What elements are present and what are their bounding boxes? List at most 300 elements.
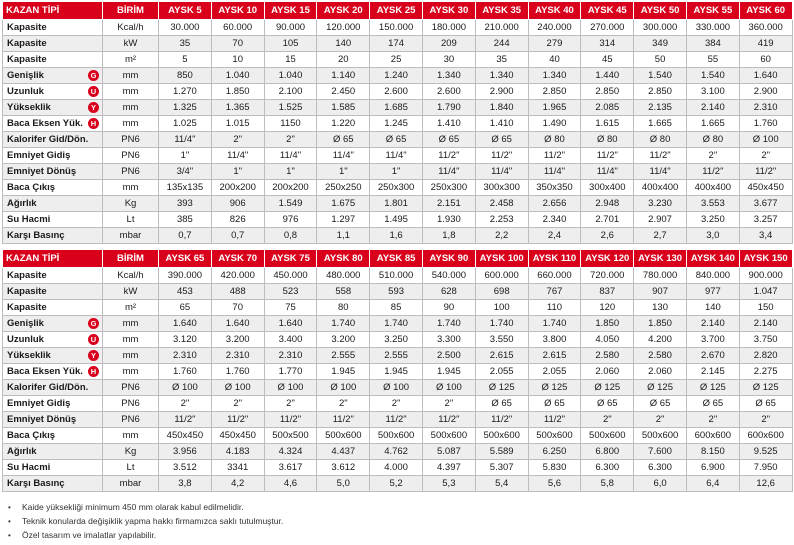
value-cell: Ø 125 bbox=[739, 380, 792, 396]
value-cell: 1.340 bbox=[528, 68, 581, 84]
value-cell: 2.055 bbox=[528, 364, 581, 380]
value-cell: 11/2" bbox=[264, 412, 317, 428]
value-cell: 10 bbox=[211, 52, 264, 68]
value-cell: 1.325 bbox=[159, 100, 212, 116]
value-cell: 2.340 bbox=[528, 212, 581, 228]
value-cell: 1.945 bbox=[317, 364, 370, 380]
value-cell: 976 bbox=[264, 212, 317, 228]
bullet-icon: • bbox=[8, 531, 11, 540]
row-label-cell bbox=[3, 228, 103, 244]
row-label-cell bbox=[3, 84, 103, 100]
value-cell: 400x400 bbox=[686, 180, 739, 196]
row-label: Uzunluk bbox=[7, 86, 44, 97]
value-cell: 3.200 bbox=[317, 332, 370, 348]
value-cell: 174 bbox=[370, 36, 423, 52]
value-cell: 500x600 bbox=[581, 428, 634, 444]
value-cell: 1.740 bbox=[475, 316, 528, 332]
value-cell: 2" bbox=[211, 132, 264, 148]
row-label-cell bbox=[3, 148, 103, 164]
table-row bbox=[3, 460, 793, 476]
value-cell: 11/4" bbox=[581, 164, 634, 180]
table-row bbox=[3, 180, 793, 196]
header-model-cell: AYSK 60 bbox=[739, 2, 792, 20]
value-cell: 1,8 bbox=[422, 228, 475, 244]
value-cell: 5.589 bbox=[475, 444, 528, 460]
value-cell: 1.640 bbox=[739, 68, 792, 84]
header-model-cell: AYSK 90 bbox=[422, 250, 475, 268]
value-cell: 2.701 bbox=[581, 212, 634, 228]
header-unit-label: BİRİM bbox=[103, 2, 159, 20]
value-cell: 3.120 bbox=[159, 332, 212, 348]
header-model-cell: AYSK 70 bbox=[211, 250, 264, 268]
row-label: Kalorifer Gid/Dön. bbox=[7, 134, 89, 145]
value-cell: 1.340 bbox=[475, 68, 528, 84]
value-cell: 1.015 bbox=[211, 116, 264, 132]
table-row bbox=[3, 228, 793, 244]
value-cell: 2.907 bbox=[634, 212, 687, 228]
row-label: Baca Çıkış bbox=[7, 182, 56, 193]
table-row bbox=[3, 428, 793, 444]
value-cell: 1.495 bbox=[370, 212, 423, 228]
value-cell: 2" bbox=[264, 132, 317, 148]
value-cell: 1.245 bbox=[370, 116, 423, 132]
value-cell: Ø 125 bbox=[528, 380, 581, 396]
value-cell: 2.900 bbox=[739, 84, 792, 100]
value-cell: 2,6 bbox=[581, 228, 634, 244]
value-cell: 200x200 bbox=[211, 180, 264, 196]
header-model-cell: AYSK 150 bbox=[739, 250, 792, 268]
value-cell: 1" bbox=[370, 164, 423, 180]
value-cell: 279 bbox=[528, 36, 581, 52]
row-unit-cell: PN6 bbox=[103, 396, 159, 412]
value-cell: 2.820 bbox=[739, 348, 792, 364]
value-cell: 3.400 bbox=[264, 332, 317, 348]
row-label-cell bbox=[3, 180, 103, 196]
value-cell: 2.100 bbox=[264, 84, 317, 100]
value-cell: 593 bbox=[370, 284, 423, 300]
value-cell: 1" bbox=[211, 164, 264, 180]
value-cell: 270.000 bbox=[581, 20, 634, 36]
row-unit-cell: Kg bbox=[103, 444, 159, 460]
value-cell: 3.800 bbox=[528, 332, 581, 348]
header-model-cell: AYSK 30 bbox=[422, 2, 475, 20]
row-unit-cell: mm bbox=[103, 84, 159, 100]
row-label-cell bbox=[3, 316, 103, 332]
value-cell: 3.700 bbox=[686, 332, 739, 348]
row-label-cell bbox=[3, 212, 103, 228]
value-cell: 3.677 bbox=[739, 196, 792, 212]
spec-table-2 bbox=[2, 249, 793, 492]
row-label-cell bbox=[3, 348, 103, 364]
row-unit-cell: mm bbox=[103, 332, 159, 348]
value-cell: Ø 100 bbox=[370, 380, 423, 396]
value-cell: 2.900 bbox=[475, 84, 528, 100]
value-cell: 11/2" bbox=[528, 412, 581, 428]
value-cell: 12,6 bbox=[739, 476, 792, 492]
row-unit-cell: mm bbox=[103, 348, 159, 364]
value-cell: 9.525 bbox=[739, 444, 792, 460]
value-cell: 384 bbox=[686, 36, 739, 52]
row-unit-cell: m² bbox=[103, 52, 159, 68]
value-cell: 2.085 bbox=[581, 100, 634, 116]
value-cell: Ø 80 bbox=[528, 132, 581, 148]
table-header-row bbox=[3, 2, 793, 20]
value-cell: 11/2" bbox=[317, 412, 370, 428]
value-cell: 11/4" bbox=[317, 148, 370, 164]
value-cell: 300x300 bbox=[475, 180, 528, 196]
value-cell: 2,2 bbox=[475, 228, 528, 244]
value-cell: 5,2 bbox=[370, 476, 423, 492]
dimension-badge-icon: G bbox=[88, 70, 99, 81]
value-cell: 1.297 bbox=[317, 212, 370, 228]
value-cell: 2,4 bbox=[528, 228, 581, 244]
value-cell: 80 bbox=[317, 300, 370, 316]
value-cell: 40 bbox=[528, 52, 581, 68]
row-unit-cell: mm bbox=[103, 180, 159, 196]
value-cell: 826 bbox=[211, 212, 264, 228]
value-cell: 1.270 bbox=[159, 84, 212, 100]
value-cell: Ø 80 bbox=[686, 132, 739, 148]
value-cell: 6.800 bbox=[581, 444, 634, 460]
value-cell: 1.365 bbox=[211, 100, 264, 116]
value-cell: 300.000 bbox=[634, 20, 687, 36]
row-label-cell bbox=[3, 300, 103, 316]
value-cell: 3.612 bbox=[317, 460, 370, 476]
value-cell: 90 bbox=[422, 300, 475, 316]
value-cell: Ø 100 bbox=[159, 380, 212, 396]
row-label-cell bbox=[3, 36, 103, 52]
value-cell: 1.665 bbox=[686, 116, 739, 132]
row-label: Baca Eksen Yük. bbox=[7, 366, 83, 377]
value-cell: 450.000 bbox=[264, 268, 317, 284]
value-cell: 330.000 bbox=[686, 20, 739, 36]
value-cell: 5,4 bbox=[475, 476, 528, 492]
value-cell: 0,8 bbox=[264, 228, 317, 244]
value-cell: 6,0 bbox=[634, 476, 687, 492]
value-cell: 2.055 bbox=[475, 364, 528, 380]
row-label-cell bbox=[3, 268, 103, 284]
value-cell: 1.040 bbox=[264, 68, 317, 84]
value-cell: 11/2" bbox=[422, 148, 475, 164]
value-cell: 11/2" bbox=[475, 148, 528, 164]
value-cell: Ø 100 bbox=[264, 380, 317, 396]
value-cell: 600.000 bbox=[475, 268, 528, 284]
value-cell: 200x200 bbox=[264, 180, 317, 196]
row-label: Kapasite bbox=[7, 270, 47, 281]
value-cell: 837 bbox=[581, 284, 634, 300]
value-cell: 1.760 bbox=[739, 116, 792, 132]
value-cell: 2.253 bbox=[475, 212, 528, 228]
value-cell: 2" bbox=[739, 148, 792, 164]
value-cell: 1.760 bbox=[159, 364, 212, 380]
value-cell: 2.850 bbox=[634, 84, 687, 100]
value-cell: 558 bbox=[317, 284, 370, 300]
value-cell: 11/2" bbox=[739, 164, 792, 180]
value-cell: 2" bbox=[634, 412, 687, 428]
value-cell: Ø 100 bbox=[422, 380, 475, 396]
value-cell: 840.000 bbox=[686, 268, 739, 284]
table-row bbox=[3, 164, 793, 180]
value-cell: 453 bbox=[159, 284, 212, 300]
value-cell: 4.397 bbox=[422, 460, 475, 476]
value-cell: 1.615 bbox=[581, 116, 634, 132]
dimension-badge-icon: U bbox=[88, 334, 99, 345]
row-label: Su Hacmi bbox=[7, 214, 51, 225]
value-cell: 2" bbox=[264, 396, 317, 412]
row-label: Baca Çıkış bbox=[7, 430, 56, 441]
value-cell: Ø 65 bbox=[370, 132, 423, 148]
value-cell: 210.000 bbox=[475, 20, 528, 36]
table-row bbox=[3, 268, 793, 284]
value-cell: 85 bbox=[370, 300, 423, 316]
value-cell: 400x400 bbox=[634, 180, 687, 196]
value-cell: 3.512 bbox=[159, 460, 212, 476]
row-unit-cell: Lt bbox=[103, 460, 159, 476]
header-model-cell: AYSK 55 bbox=[686, 2, 739, 20]
row-label: Emniyet Dönüş bbox=[7, 414, 77, 425]
header-model-cell: AYSK 75 bbox=[264, 250, 317, 268]
row-unit-cell: mm bbox=[103, 100, 159, 116]
value-cell: 11/2" bbox=[634, 148, 687, 164]
value-cell: 1.840 bbox=[475, 100, 528, 116]
value-cell: 2.275 bbox=[739, 364, 792, 380]
value-cell: 1.540 bbox=[634, 68, 687, 84]
row-unit-cell: PN6 bbox=[103, 380, 159, 396]
value-cell: 1.945 bbox=[370, 364, 423, 380]
value-cell: Ø 80 bbox=[581, 132, 634, 148]
spec-table-2-body bbox=[3, 250, 793, 492]
value-cell: 2.310 bbox=[211, 348, 264, 364]
note-text: Kaide yüksekliği minimum 450 mm olarak kabul edilmelidir. bbox=[22, 502, 244, 512]
value-cell: 1.740 bbox=[317, 316, 370, 332]
value-cell: 628 bbox=[422, 284, 475, 300]
value-cell: 70 bbox=[211, 300, 264, 316]
row-unit-cell: kW bbox=[103, 284, 159, 300]
value-cell: 2" bbox=[370, 396, 423, 412]
header-model-cell: AYSK 20 bbox=[317, 2, 370, 20]
row-label-cell bbox=[3, 52, 103, 68]
row-unit-cell: m² bbox=[103, 300, 159, 316]
header-model-cell: AYSK 110 bbox=[528, 250, 581, 268]
value-cell: 1.640 bbox=[211, 316, 264, 332]
value-cell: 3.230 bbox=[634, 196, 687, 212]
value-cell: 3,0 bbox=[686, 228, 739, 244]
value-cell: 2" bbox=[686, 148, 739, 164]
value-cell: 420.000 bbox=[211, 268, 264, 284]
dimension-badge-icon: Y bbox=[88, 102, 99, 113]
value-cell: 5.830 bbox=[528, 460, 581, 476]
value-cell: 4.000 bbox=[370, 460, 423, 476]
row-unit-cell: PN6 bbox=[103, 412, 159, 428]
value-cell: 11/4" bbox=[211, 148, 264, 164]
table-row bbox=[3, 196, 793, 212]
header-model-cell: AYSK 5 bbox=[159, 2, 212, 20]
value-cell: 698 bbox=[475, 284, 528, 300]
header-model-cell: AYSK 140 bbox=[686, 250, 739, 268]
value-cell: 767 bbox=[528, 284, 581, 300]
value-cell: 5.087 bbox=[422, 444, 475, 460]
value-cell: 1.740 bbox=[422, 316, 475, 332]
value-cell: 720.000 bbox=[581, 268, 634, 284]
value-cell: 11/2" bbox=[528, 148, 581, 164]
row-label-cell bbox=[3, 364, 103, 380]
note-item bbox=[8, 514, 283, 528]
header-type-label: KAZAN TİPİ bbox=[3, 2, 103, 20]
row-label: Kapasite bbox=[7, 302, 47, 313]
value-cell: 500x600 bbox=[528, 428, 581, 444]
row-label-cell bbox=[3, 412, 103, 428]
value-cell: 385 bbox=[159, 212, 212, 228]
value-cell: 1.801 bbox=[370, 196, 423, 212]
value-cell: 4,2 bbox=[211, 476, 264, 492]
value-cell: Ø 100 bbox=[739, 132, 792, 148]
value-cell: 1.640 bbox=[264, 316, 317, 332]
value-cell: Ø 65 bbox=[317, 132, 370, 148]
value-cell: 150.000 bbox=[370, 20, 423, 36]
value-cell: 11/2" bbox=[475, 412, 528, 428]
row-label: Ağırlık bbox=[7, 446, 37, 457]
value-cell: 2" bbox=[422, 396, 475, 412]
table-row bbox=[3, 364, 793, 380]
table-row bbox=[3, 444, 793, 460]
dimension-badge-icon: H bbox=[88, 118, 99, 129]
row-unit-cell: mbar bbox=[103, 228, 159, 244]
value-cell: Ø 125 bbox=[686, 380, 739, 396]
value-cell: 2.600 bbox=[422, 84, 475, 100]
value-cell: 2.140 bbox=[686, 316, 739, 332]
value-cell: 2" bbox=[159, 396, 212, 412]
header-model-cell: AYSK 10 bbox=[211, 2, 264, 20]
row-unit-cell: Lt bbox=[103, 212, 159, 228]
value-cell: Ø 65 bbox=[475, 132, 528, 148]
value-cell: 1.340 bbox=[422, 68, 475, 84]
row-label-cell bbox=[3, 460, 103, 476]
value-cell: 3.100 bbox=[686, 84, 739, 100]
table-row bbox=[3, 116, 793, 132]
value-cell: 2" bbox=[739, 412, 792, 428]
value-cell: 1.240 bbox=[370, 68, 423, 84]
value-cell: 900.000 bbox=[739, 268, 792, 284]
value-cell: 1" bbox=[264, 164, 317, 180]
value-cell: 2.670 bbox=[686, 348, 739, 364]
value-cell: 3.550 bbox=[475, 332, 528, 348]
value-cell: 4.324 bbox=[264, 444, 317, 460]
table-row bbox=[3, 68, 793, 84]
value-cell: 480.000 bbox=[317, 268, 370, 284]
value-cell: 850 bbox=[159, 68, 212, 84]
row-label: Kapasite bbox=[7, 54, 47, 65]
value-cell: 350x350 bbox=[528, 180, 581, 196]
row-label: Su Hacmi bbox=[7, 462, 51, 473]
value-cell: 11/2" bbox=[581, 148, 634, 164]
value-cell: 450x450 bbox=[211, 428, 264, 444]
value-cell: 2.600 bbox=[370, 84, 423, 100]
value-cell: Ø 65 bbox=[528, 396, 581, 412]
spec-table-1-body bbox=[3, 2, 793, 244]
value-cell: 1,1 bbox=[317, 228, 370, 244]
value-cell: 2.555 bbox=[370, 348, 423, 364]
value-cell: 2.850 bbox=[581, 84, 634, 100]
value-cell: 11/4" bbox=[634, 164, 687, 180]
value-cell: 11/2" bbox=[370, 412, 423, 428]
header-model-cell: AYSK 85 bbox=[370, 250, 423, 268]
row-unit-cell: PN6 bbox=[103, 132, 159, 148]
value-cell: 6.300 bbox=[581, 460, 634, 476]
value-cell: 5,3 bbox=[422, 476, 475, 492]
value-cell: 2.151 bbox=[422, 196, 475, 212]
row-unit-cell: mm bbox=[103, 116, 159, 132]
value-cell: 3.200 bbox=[211, 332, 264, 348]
value-cell: 1.945 bbox=[422, 364, 475, 380]
row-label-cell bbox=[3, 284, 103, 300]
value-cell: 1.965 bbox=[528, 100, 581, 116]
dimension-badge-icon: U bbox=[88, 86, 99, 97]
header-model-cell: AYSK 40 bbox=[528, 2, 581, 20]
value-cell: 500x600 bbox=[370, 428, 423, 444]
table-row bbox=[3, 380, 793, 396]
value-cell: 4.183 bbox=[211, 444, 264, 460]
row-label: Ağırlık bbox=[7, 198, 37, 209]
row-label-cell bbox=[3, 20, 103, 36]
value-cell: 3/4" bbox=[159, 164, 212, 180]
value-cell: 1.549 bbox=[264, 196, 317, 212]
value-cell: 510.000 bbox=[370, 268, 423, 284]
value-cell: 2,7 bbox=[634, 228, 687, 244]
value-cell: 2.850 bbox=[528, 84, 581, 100]
value-cell: 2.948 bbox=[581, 196, 634, 212]
value-cell: 35 bbox=[159, 36, 212, 52]
value-cell: 906 bbox=[211, 196, 264, 212]
table-row bbox=[3, 100, 793, 116]
value-cell: 1" bbox=[159, 148, 212, 164]
value-cell: 250x300 bbox=[422, 180, 475, 196]
value-cell: 2.310 bbox=[159, 348, 212, 364]
value-cell: 2.500 bbox=[422, 348, 475, 364]
row-unit-cell: PN6 bbox=[103, 164, 159, 180]
table-row bbox=[3, 284, 793, 300]
table-row bbox=[3, 348, 793, 364]
value-cell: 1.740 bbox=[528, 316, 581, 332]
value-cell: 70 bbox=[211, 36, 264, 52]
row-unit-cell: PN6 bbox=[103, 148, 159, 164]
value-cell: 20 bbox=[317, 52, 370, 68]
value-cell: 360.000 bbox=[739, 20, 792, 36]
value-cell: Ø 65 bbox=[422, 132, 475, 148]
value-cell: 180.000 bbox=[422, 20, 475, 36]
value-cell: 3,4 bbox=[739, 228, 792, 244]
value-cell: 6.900 bbox=[686, 460, 739, 476]
row-label-cell bbox=[3, 116, 103, 132]
value-cell: 780.000 bbox=[634, 268, 687, 284]
row-label: Karşı Basınç bbox=[7, 230, 65, 241]
value-cell: 1.770 bbox=[264, 364, 317, 380]
header-model-cell: AYSK 50 bbox=[634, 2, 687, 20]
value-cell: 1.665 bbox=[634, 116, 687, 132]
value-cell: 2.580 bbox=[634, 348, 687, 364]
value-cell: 6,4 bbox=[686, 476, 739, 492]
value-cell: 2.615 bbox=[528, 348, 581, 364]
value-cell: 11/4" bbox=[475, 164, 528, 180]
row-label: Karşı Basınç bbox=[7, 478, 65, 489]
table-row bbox=[3, 84, 793, 100]
value-cell: 209 bbox=[422, 36, 475, 52]
table-row bbox=[3, 332, 793, 348]
value-cell: 35 bbox=[475, 52, 528, 68]
value-cell: 5,8 bbox=[581, 476, 634, 492]
note-item bbox=[8, 528, 283, 542]
value-cell: 6.250 bbox=[528, 444, 581, 460]
value-cell: 2" bbox=[211, 396, 264, 412]
